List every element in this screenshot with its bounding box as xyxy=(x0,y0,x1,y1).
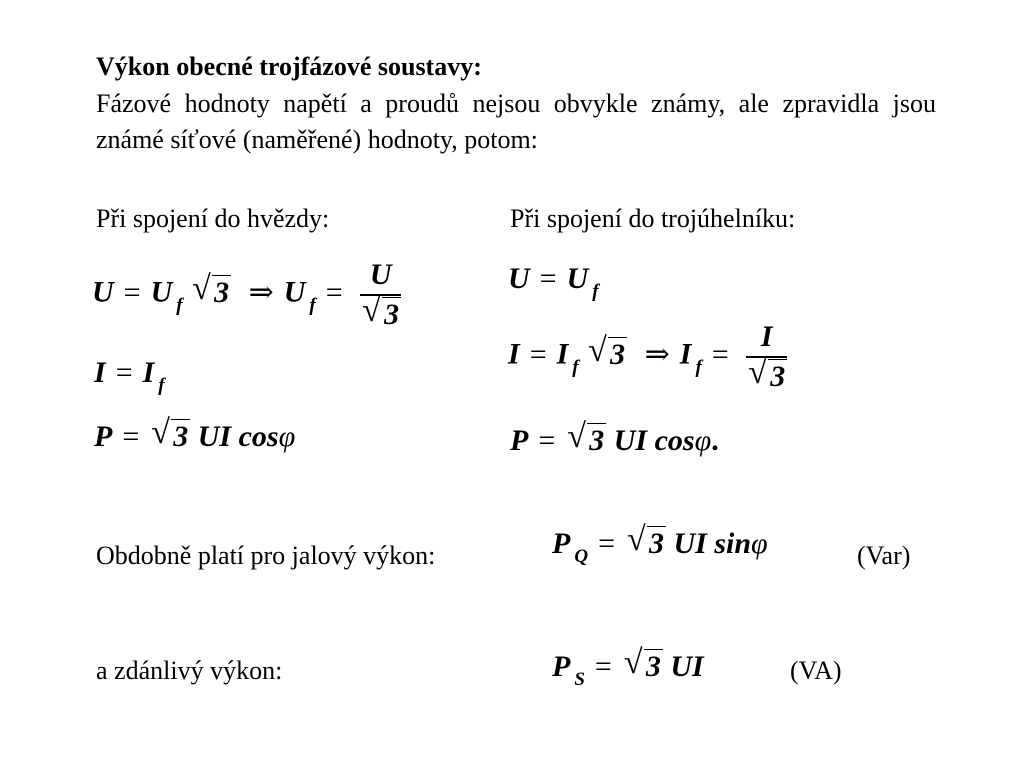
delta-current-equation: I = I $_f$ √ 3 ⇒ I $_f$ = I √ 3 xyxy=(508,320,786,393)
implies-sign: ⇒ xyxy=(248,275,274,309)
apparent-power-equation: P $_S$ = √ 3 UI xyxy=(552,644,704,690)
square-root: √ 3 xyxy=(588,331,626,371)
square-root: √ 3 xyxy=(748,353,786,393)
star-voltage-equation xyxy=(92,258,401,332)
var-U: U xyxy=(283,275,306,309)
var-U: U xyxy=(150,275,173,309)
subscript-f: f xyxy=(309,294,316,316)
fraction xyxy=(746,320,787,394)
reactive-power-equation: P $_Q$ = √ 3 UI sinφ xyxy=(552,521,768,567)
subscript-f: f xyxy=(176,294,183,316)
phi-symbol: φ xyxy=(751,527,768,560)
reactive-power-label: Obdobně platí pro jalový výkon: xyxy=(96,541,436,570)
slide-title: Výkon obecné trojfázové soustavy: xyxy=(96,52,482,81)
intro-paragraph: Fázové hodnoty napětí a proudů nejsou obvykle známy, ale zpravidla jsou známé síťové (naměřené) hodnoty, potom: xyxy=(96,89,936,154)
square-root: √ 3 xyxy=(192,269,230,309)
delta-label: Při spojení do trojúhelníku: xyxy=(510,204,796,233)
apparent-power-unit: (VA) xyxy=(790,656,842,685)
fraction xyxy=(360,258,401,332)
square-root: √ 3 xyxy=(623,644,661,683)
reactive-power-unit: (Var) xyxy=(857,541,911,570)
star-power-equation: P = √ 3 UI cosφ xyxy=(94,414,296,453)
square-root: √ 3 xyxy=(626,521,664,560)
star-label: Při spojení do hvězdy: xyxy=(96,204,330,233)
implies-sign: ⇒ xyxy=(644,337,670,371)
square-root: √ 3 xyxy=(567,418,605,457)
equals-sign: = xyxy=(325,275,343,309)
delta-power-equation: P = √ 3 UI cosφ. xyxy=(510,418,719,457)
fraction-numerator: I xyxy=(760,320,773,353)
delta-voltage-equation: U = U $_f$ xyxy=(508,262,599,302)
phi-symbol: φ xyxy=(278,420,296,453)
phi-symbol: φ xyxy=(694,424,712,457)
var-U: U xyxy=(92,275,114,309)
fraction-numerator: U xyxy=(369,258,392,291)
equals-sign: = xyxy=(123,275,141,309)
apparent-power-label: a zdánlivý výkon: xyxy=(96,656,283,685)
star-current-equation: I = I $_f$ xyxy=(94,356,165,396)
square-root: √ 3 xyxy=(362,291,400,331)
square-root: √ 3 xyxy=(151,414,189,453)
